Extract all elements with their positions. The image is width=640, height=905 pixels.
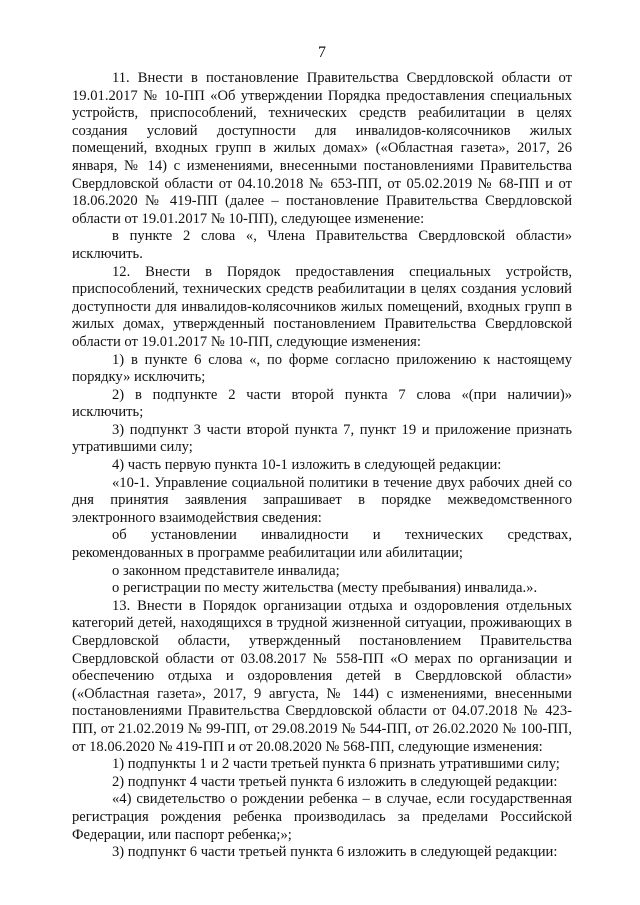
paragraph-item-12-sub-1: 1) в пункте 6 слова «, по форме согласно приложению к настоящему порядку» исключить; xyxy=(72,351,572,386)
paragraph-item-12-sub-4: 4) часть первую пункта 10-1 изложить в следующей редакции: xyxy=(112,457,502,474)
paragraph-item-13-sub-1: 1) подпункты 1 и 2 части третьей пункта 6 признать утратившими силу; xyxy=(112,756,560,773)
paragraph-item-12-sub-2: 2) в подпункте 2 части второй пункта 7 слова «(при наличии)» исключить; xyxy=(72,386,572,421)
paragraph-item-11-change: в пункте 2 слова «, Члена Правительства Свердловской области» исключить. xyxy=(72,228,572,262)
paragraph-item-13-sub-2: 2) подпункт 4 части третьей пункта 6 изложить в следующей редакции: xyxy=(112,773,558,790)
paragraph-quote-birth-certificate: «4) свидетельство о рождении ребенка – в случае, если государственная регистрация рождения ребенка производилась за пределами Российской Федерации, или паспорт ребенка;»; xyxy=(72,791,572,843)
paragraph-quote-disability: об установлении инвалидности и технических средствах, рекомендованных в программе реабилитации или абилитации; xyxy=(72,527,572,562)
paragraph-quote-10-1: «10-1. Управление социальной политики в течение двух рабочих дней со дня принятия заявления запрашивает в порядке межведомственного электронного взаимодействия сведения: xyxy=(72,474,572,526)
paragraph-item-12-sub-3: 3) подпункт 3 части второй пункта 7, пункт 19 и приложение признать утратившими силу; xyxy=(72,421,572,456)
paragraph-quote-registration: о регистрации по месту жительства (месту пребывания) инвалида.». xyxy=(112,580,538,597)
paragraph-item-13-sub-3: 3) подпункт 6 части третьей пункта 6 изложить в следующей редакции: xyxy=(112,844,558,861)
paragraph-item-13: 13. Внести в Порядок организации отдыха и оздоровления отдельных категорий детей, находящихся в трудной жизненной ситуации, проживающих в Свердловской области, утвержденный постановлением Правительства Свердловской области от 03.08.2017 № 558-ПП «О мерах по организации и обеспечению отдыха и оздоровления детей в Свердловской области» («Областная газета», 2017, 9 августа, № 144) с изменениями, внесенными постановлениями Правительства Свердловской области от 04.07.2018 № 423-ПП, от 21.02.2019 № 99-ПП, от 29.08.2019 № 544-ПП, от 26.02.2020 № 100-ПП, от 18.06.2020 № 419-ПП и от 20.08.2020 № 568-ПП, следующие изменения: xyxy=(72,597,572,755)
paragraph-quote-representative: о законном представителе инвалида; xyxy=(112,562,340,579)
paragraph-item-11: 11. Внести в постановление Правительства Свердловской области от 19.01.2017 № 10-ПП «Об утверждении Порядка предоставления специальных устройств, приспособлений, технических средств реабилитации в целях создания условий доступности для инвалидов-колясочников жилых помещений, входных групп в жилых домах» («Областная газета», 2017, 26 января, № 14) с изменениями, внесенными постановлениями Правительства Свердловской области от 04.10.2018 № 653-ПП, от 05.02.2019 № 68-ПП и от 18.06.2020 № 419-ПП (далее – постановление Правительства Свердловской области от 19.01.2017 № 10-ПП), следующее изменение: xyxy=(72,70,572,227)
page-number: 7 xyxy=(318,44,326,61)
document-body xyxy=(72,70,572,862)
paragraph-item-12: 12. Внести в Порядок предоставления специальных устройств, приспособлений, технических средств реабилитации в целях создания условий доступности для инвалидов-колясочников жилых помещений, входных групп в жилых домах, утвержденный постановлением Правительства Свердловской области от 19.01.2017 № 10-ПП, следующие изменения: xyxy=(72,263,572,350)
